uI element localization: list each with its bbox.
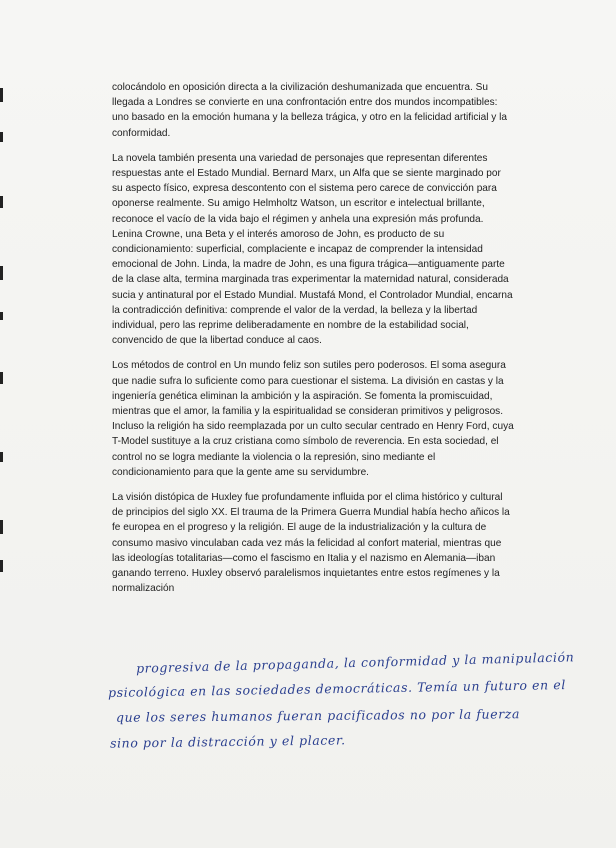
- handwritten-line-3: que los seres humanos fueran pacificados no por la fuerza: [115, 706, 521, 725]
- handwritten-line-4: sino por la distracción y el placer.: [109, 732, 346, 751]
- paragraph-4: La visión distópica de Huxley fue profundamente influida por el clima histórico y cultural de principios del siglo XX. El trauma de la Primera Guerra Mundial había hecho añicos la fe europea en el progreso y la religión. El auge de la industrialización y la cultura de consumo masivo vinculaban cada vez más la felicidad al confort material, mientras que las ideologías totalitarias—como el fascismo en Italia y el nazismo en Alemania—iban ganando terreno. Huxley observó paralelismos inquietantes entre estos regímenes y la normalización: [112, 492, 510, 595]
- handwritten-line-1: progresiva de la propaganda, la conformidad y la manipulación: [135, 649, 575, 676]
- scan-edge-marks: [0, 0, 6, 848]
- typed-text-body: [112, 80, 514, 607]
- paragraph-1: colocándolo en oposición directa a la civilización deshumanizada que encuentra. Su llegada a Londres se convierte en una confrontación entre dos mundos incompatibles: uno basado en la emoción humana y la belleza trágica, y otro en la felicidad artificial y la conformidad.: [112, 82, 508, 139]
- paragraph-2: La novela también presenta una variedad de personajes que representan diferentes respuestas ante el Estado Mundial. Bernard Marx, un Alfa que se siente marginado por su aspecto físico, expresa descontento con el sistema pero carece de convicción para oponerse realmente. Su amigo Helmholtz Watson, un escritor e intelectual brillante, reconoce el vacío de la vida bajo el régimen y anhela una expresión más profunda. Lenina Crowne, una Beta y el interés amoroso de John, es producto de su condicionamiento: superficial, complaciente e incapaz de comprender la intensidad emocional de John. Linda, la madre de John, es una figura trágica—antiguamente parte de la clase alta, termina marginada tras experimentar la maternidad natural, considerada sucia y antinatural por el Estado Mundial. Mustafá Mond, el Controlador Mundial, encarna la contradicción definitiva: comprende el valor de la verdad, la belleza y la libertad individual, pero las reprime deliberadamente en nombre de la estabilidad social, convencido de que la libertad conduce al caos.: [112, 152, 513, 347]
- paragraph-3: Los métodos de control en Un mundo feliz son sutiles pero poderosos. El soma asegura que nadie sufra lo suficiente como para cuestionar el sistema. La división en castas y la ingeniería genética eliminan la ambición y la aspiración. Se fomenta la promiscuidad, mientras que el amor, la familia y la espiritualidad se consideran primitivos y peligrosos. Incluso la religión ha sido reemplazada por un culto secular centrado en Henry Ford, cuya T-Model sustituye a la cruz cristiana como símbolo de reverencia. En esta sociedad, el control no se logra mediante la violencia o la represión, sino mediante el condicionamiento para que la gente ame su servidumbre.: [112, 360, 514, 478]
- handwritten-line-2: psicológica en las sociedades democráticas. Temía un futuro en el: [107, 677, 567, 700]
